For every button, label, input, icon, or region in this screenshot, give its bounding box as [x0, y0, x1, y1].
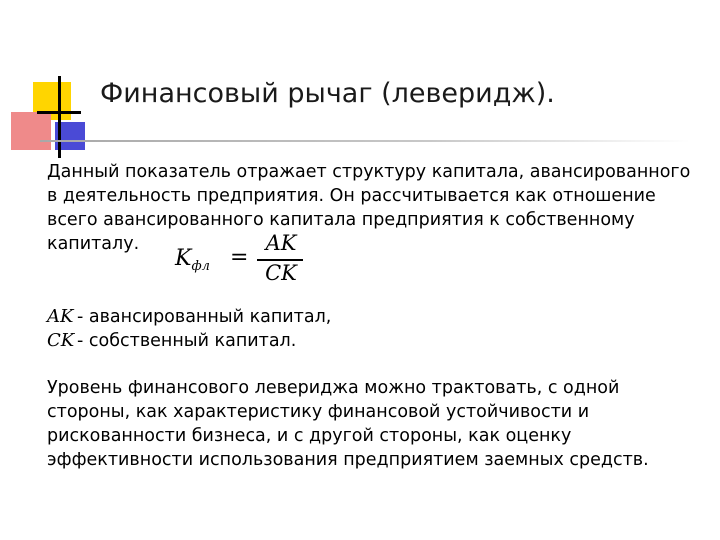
- formula-lhs-symbol: K: [175, 246, 192, 271]
- paragraph-line: эффективности использования предприятием заемных средств.: [47, 450, 649, 470]
- paragraph-line: в деятельность предприятия. Он рассчитывается как отношение: [47, 186, 656, 206]
- paragraph-line: всего авансированного капитала предприятия к собственному: [47, 210, 635, 230]
- formula-numerator: AK: [265, 231, 297, 255]
- formula-denominator: CK: [265, 261, 297, 285]
- formula-lhs-subscript: фл: [191, 259, 210, 274]
- formula-equals: =: [230, 245, 249, 270]
- definition-symbol: AK: [47, 306, 74, 327]
- paragraph-line: Данный показатель отражает структуру капитала, авансированного: [47, 162, 691, 182]
- paragraph-line: рискованности бизнеса, и с другой стороны, как оценку: [47, 426, 572, 446]
- ornament-vertical-line: [58, 76, 61, 158]
- intro-paragraph: [47, 160, 690, 256]
- ornament-horizontal-line: [37, 111, 81, 114]
- conclusion-paragraph: [47, 376, 649, 472]
- paragraph-line: Уровень финансового левериджа можно трактовать, с одной: [47, 378, 620, 398]
- paragraph-line: стороны, как характеристику финансовой устойчивости и: [47, 402, 590, 422]
- definition-item: [47, 305, 331, 329]
- paragraph-line: капиталу.: [47, 234, 140, 254]
- definition-text: - авансированный капитал,: [77, 307, 332, 327]
- slide-title: Финансовый рычаг (левeридж).: [100, 78, 555, 109]
- definition-symbol: CK: [47, 330, 75, 351]
- title-divider: [40, 140, 690, 142]
- formula-lhs: [175, 246, 210, 274]
- definition-text: - собственный капитал.: [77, 331, 297, 351]
- definition-item: [47, 329, 296, 353]
- ornament-red-square: [11, 112, 51, 150]
